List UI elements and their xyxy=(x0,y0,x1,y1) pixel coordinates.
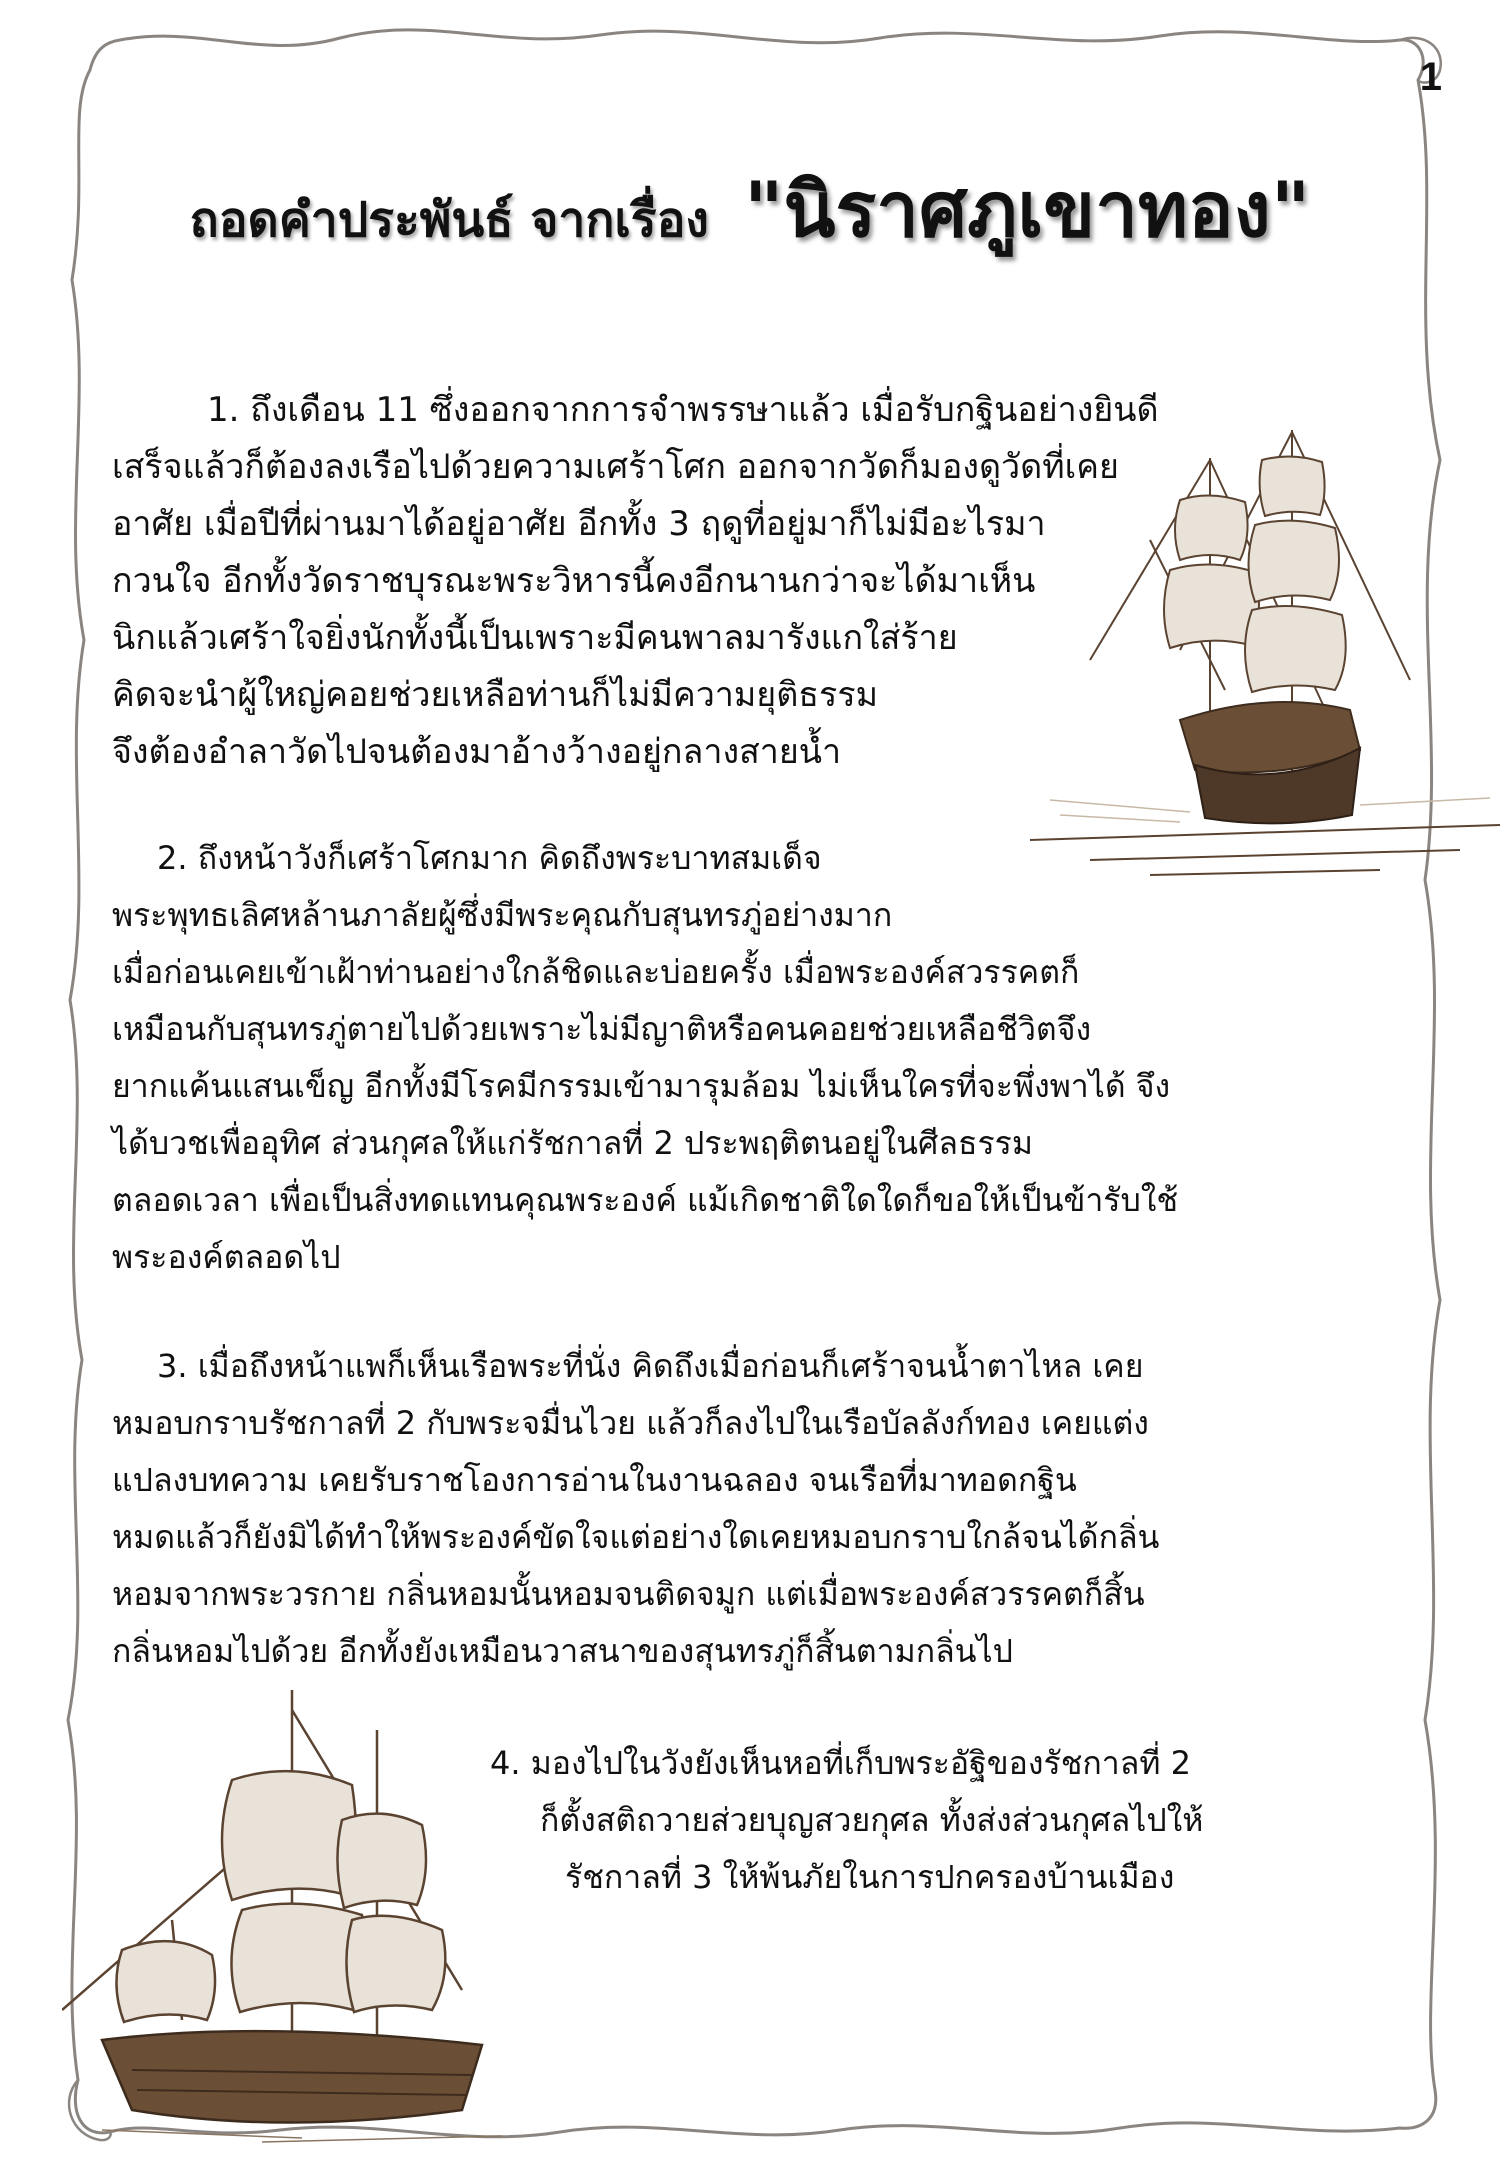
paragraph-line: คิดจะนำผู้ใหญ่คอยช่วยเหลือท่านก็ไม่มีความยุติธรรม xyxy=(112,675,878,715)
paragraph-line: 2. ถึงหน้าวังก็เศร้าโศกมาก คิดถึงพระบาทสมเด็จ xyxy=(157,839,822,877)
title-main: "นิราศภูเขาทอง" xyxy=(743,165,1311,254)
paragraph-line: พระพุทธเลิศหล้านภาลัยผู้ซึ่งมีพระคุณกับสุนทรภู่อย่างมาก xyxy=(112,896,893,934)
paragraph-1 xyxy=(112,382,1159,781)
paragraph-line: นิกแล้วเศร้าใจยิ่งนักทั้งนี้เป็นเพราะมีคนพาลมารังแกใส่ร้าย xyxy=(112,618,958,658)
paragraph-line: จึงต้องอำลาวัดไปจนต้องมาอ้างว้างอยู่กลางสายน้ำ xyxy=(112,732,842,772)
paragraph-2 xyxy=(112,830,1178,1286)
page-title xyxy=(0,150,1500,270)
paragraph-line: พระองค์ตลอดไป xyxy=(112,1238,341,1276)
paragraph-line: ยากแค้นแสนเข็ญ อีกทั้งมีโรคมีกรรมเข้ามารุมล้อม ไม่เห็นใครที่จะพึ่งพาได้ จึง xyxy=(112,1067,1171,1105)
paragraph-line: 3. เมื่อถึงหน้าแพก็เห็นเรือพระที่นั่ง คิดถึงเมื่อก่อนก็เศร้าจนน้ำตาไหล เคย xyxy=(157,1347,1144,1385)
paragraph-line: 4. มองไปในวังยังเห็นหอที่เก็บพระอัฐิของรัชกาลที่ 2 xyxy=(490,1744,1191,1782)
paragraph-line: แปลงบทความ เคยรับราชโองการอ่านในงานฉลอง จนเรือที่มาทอดกฐิน xyxy=(112,1461,1077,1499)
paragraph-3 xyxy=(112,1338,1159,1680)
paragraph-line: เหมือนกับสุนทรภู่ตายไปด้วยเพราะไม่มีญาติหรือคนคอยช่วยเหลือชีวิตจึง xyxy=(112,1010,1092,1048)
paragraph-line: เมื่อก่อนเคยเข้าเฝ้าท่านอย่างใกล้ชิดและบ่อยครั้ง เมื่อพระองค์สวรรคตก็ xyxy=(112,953,1080,991)
paragraph-line: รัชกาลที่ 3 ให้พ้นภัยในการปกครองบ้านเมือง xyxy=(565,1858,1175,1896)
paragraph-line: ก็ตั้งสติถวายส่วยบุญสวยกุศล ทั้งส่งส่วนกุศลไปให้ xyxy=(540,1801,1204,1839)
paragraph-line: หอมจากพระวรกาย กลิ่นหอมนั้นหอมจนติดจมูก แต่เมื่อพระองค์สวรรคตก็สิ้น xyxy=(112,1575,1145,1613)
paragraph-line: เสร็จแล้วก็ต้องลงเรือไปด้วยความเศร้าโศก ออกจากวัดก็มองดูวัดที่เคย xyxy=(112,447,1119,487)
paragraph-line: กลิ่นหอมไปด้วย อีกทั้งยังเหมือนวาสนาของสุนทรภู่ก็สิ้นตามกลิ่นไป xyxy=(112,1632,1013,1670)
paragraph-line: กวนใจ อีกทั้งวัดราชบุรณะพระวิหารนี้คงอีกนานกว่าจะได้มาเห็น xyxy=(112,561,1036,601)
paragraph-4 xyxy=(490,1735,1203,1906)
paragraph-line: อาศัย เมื่อปีที่ผ่านมาได้อยู่อาศัย อีกทั้ง 3 ฤดูที่อยู่มาก็ไม่มีอะไรมา xyxy=(112,504,1046,544)
paragraph-line: ตลอดเวลา เพื่อเป็นสิ่งทดแทนคุณพระองค์ แม้เกิดชาติใดใดก็ขอให้เป็นข้ารับใช้ xyxy=(112,1181,1179,1219)
paragraph-line: หมดแล้วก็ยังมิได้ทำให้พระองค์ขัดใจแต่อย่างใดเคยหมอบกราบใกล้จนได้กลิ่น xyxy=(112,1518,1160,1556)
paragraph-line: หมอบกราบรัชกาลที่ 2 กับพระจมื่นไวย แล้วก็ลงไปในเรือบัลลังก์ทอง เคยแต่ง xyxy=(112,1404,1149,1442)
paragraph-line: ได้บวชเพื่ออุทิศ ส่วนกุศลให้แก่รัชกาลที่ 2 ประพฤติตนอยู่ในศีลธรรม xyxy=(112,1124,1033,1162)
sailing-ship-illustration-left xyxy=(62,1690,542,2150)
paragraph-line: 1. ถึงเดือน 11 ซึ่งออกจากการจำพรรษาแล้ว เมื่อรับกฐินอย่างยินดี xyxy=(207,390,1159,430)
title-lead: ถอดคำประพันธ์ จากเรื่อง xyxy=(189,192,709,248)
page-number: 1 xyxy=(1419,55,1442,99)
